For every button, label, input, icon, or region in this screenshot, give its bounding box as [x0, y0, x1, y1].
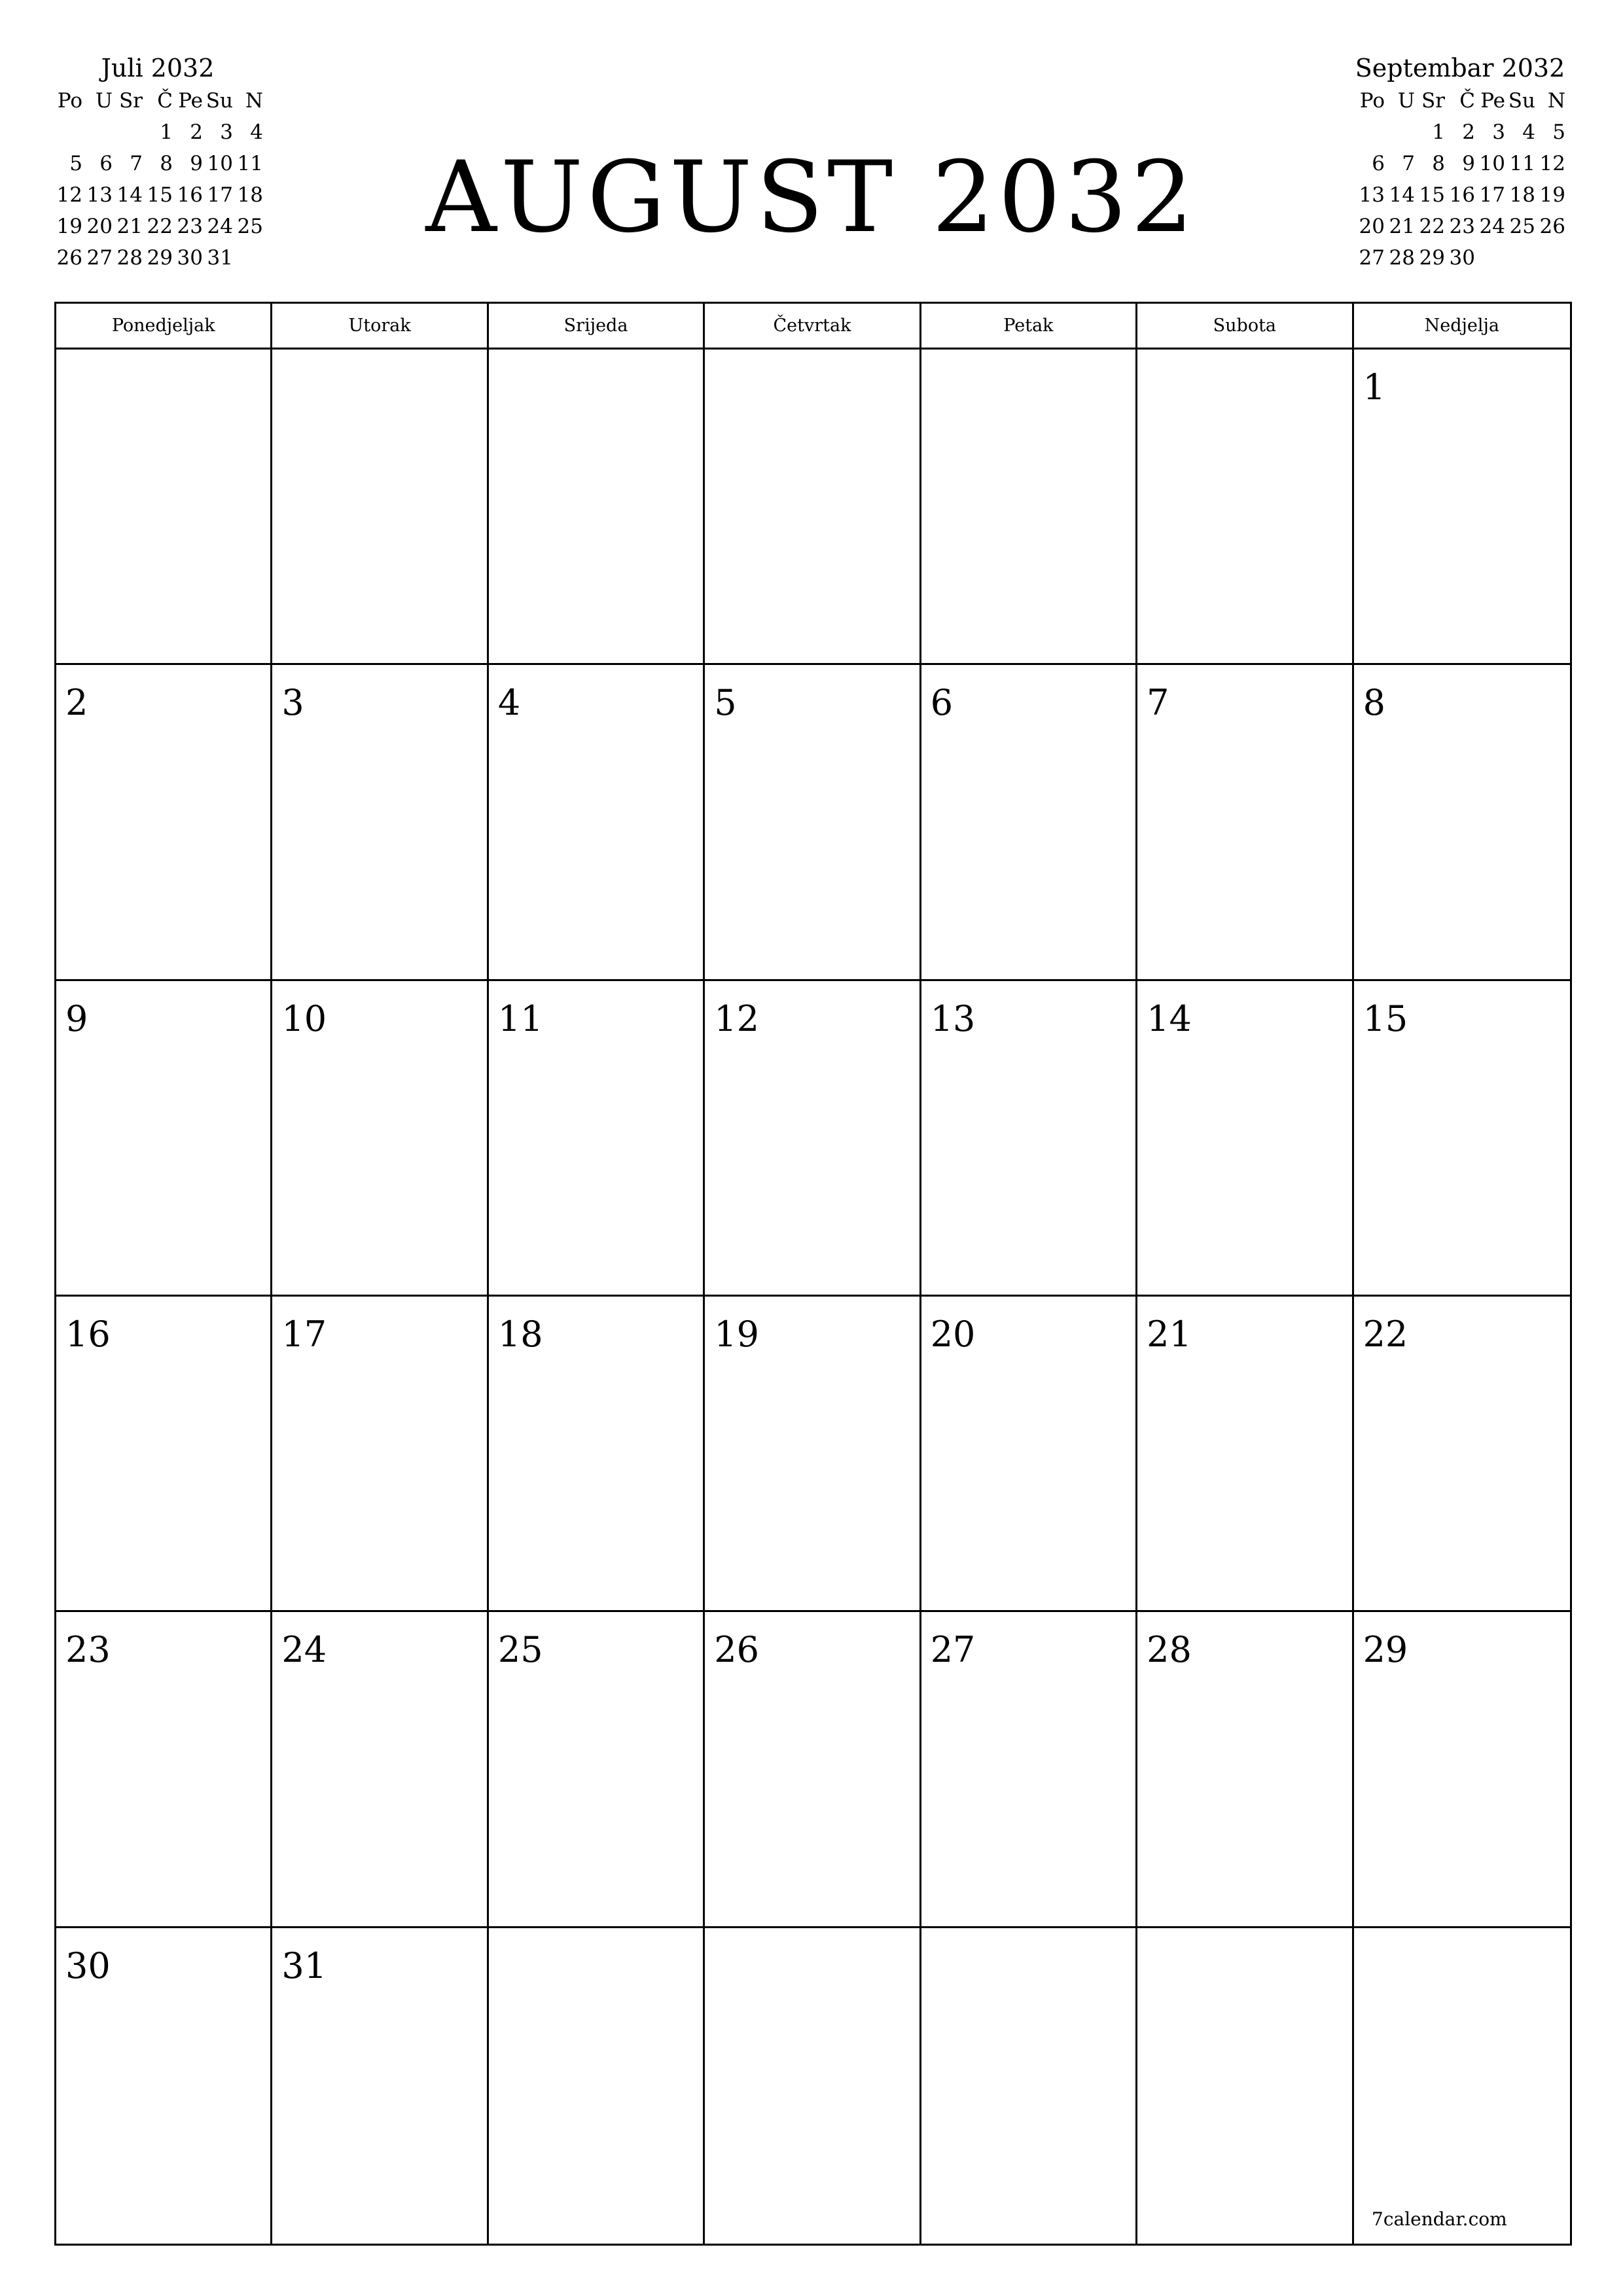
day-cell[interactable] — [56, 1928, 272, 2244]
mini-day: 18 — [237, 183, 263, 207]
day-number: 1 — [1363, 367, 1385, 408]
mini-day: 8 — [160, 152, 173, 175]
day-cell[interactable] — [1354, 665, 1570, 980]
weekday-header: Petak — [921, 304, 1137, 348]
day-number: 26 — [714, 1629, 759, 1671]
day-number: 15 — [1363, 997, 1408, 1039]
mini-day: 5 — [69, 152, 82, 175]
day-cell[interactable] — [272, 981, 488, 1297]
mini-weekday: N — [1547, 89, 1565, 113]
day-number: 25 — [497, 1629, 543, 1671]
day-cell[interactable] — [489, 981, 705, 1297]
mini-day: 6 — [1372, 152, 1385, 175]
mini-day: 4 — [1522, 120, 1535, 144]
day-cell[interactable] — [1137, 1612, 1353, 1928]
mini-weekday: Po — [57, 89, 82, 113]
day-cell[interactable] — [921, 981, 1137, 1297]
day-cell[interactable] — [705, 1928, 921, 2244]
day-cell[interactable] — [705, 1297, 921, 1612]
day-cell[interactable] — [272, 665, 488, 980]
mini-day: 16 — [1449, 183, 1475, 207]
mini-day: 13 — [86, 183, 113, 207]
mini-day — [233, 242, 263, 274]
day-cell[interactable] — [56, 1297, 272, 1612]
mini-day: 7 — [1402, 152, 1415, 175]
mini-day: 10 — [207, 152, 233, 175]
day-cell[interactable] — [272, 350, 488, 665]
day-cell[interactable] — [1354, 1297, 1570, 1612]
day-cell[interactable] — [56, 665, 272, 980]
mini-day — [82, 117, 113, 148]
mini-day: 21 — [1389, 215, 1415, 238]
mini-day — [113, 117, 143, 148]
day-number: 14 — [1147, 997, 1192, 1039]
mini-day: 15 — [147, 183, 173, 207]
mini-day: 19 — [56, 215, 82, 238]
mini-weekday: Pe — [178, 89, 203, 113]
day-number: 11 — [497, 997, 543, 1039]
mini-day: 5 — [1552, 120, 1565, 144]
day-number: 8 — [1363, 682, 1385, 724]
weekday-header: Četvrtak — [705, 304, 921, 348]
day-cell[interactable] — [1137, 1928, 1353, 2244]
mini-day: 12 — [1539, 152, 1565, 175]
next-month-calendar — [1355, 51, 1565, 274]
day-cell[interactable] — [56, 1612, 272, 1928]
weeks — [56, 350, 1570, 2244]
prev-month-calendar — [52, 51, 263, 274]
day-number: 19 — [714, 1314, 759, 1355]
day-number: 3 — [281, 682, 304, 724]
mini-day: 16 — [177, 183, 203, 207]
day-number: 10 — [281, 997, 327, 1039]
mini-weekday: Su — [1508, 89, 1535, 113]
day-number: 28 — [1147, 1629, 1192, 1671]
day-cell[interactable] — [705, 350, 921, 665]
mini-day: 7 — [130, 152, 143, 175]
next-month-title: Septembar 2032 — [1355, 54, 1565, 82]
day-number: 27 — [930, 1629, 976, 1671]
day-cell[interactable] — [921, 665, 1137, 980]
mini-day: 21 — [116, 215, 143, 238]
next-month-grid — [1355, 85, 1565, 274]
day-cell[interactable] — [1137, 350, 1353, 665]
day-cell[interactable] — [1354, 1612, 1570, 1928]
mini-day: 27 — [1359, 246, 1385, 270]
day-cell[interactable] — [1137, 665, 1353, 980]
mini-weekday: U — [1397, 89, 1415, 113]
mini-day: 14 — [116, 183, 143, 207]
day-cell[interactable] — [1354, 350, 1570, 665]
day-number: 17 — [281, 1314, 327, 1355]
day-number: 30 — [65, 1945, 111, 1986]
mini-day: 2 — [1462, 120, 1475, 144]
day-cell[interactable] — [56, 981, 272, 1297]
mini-day: 2 — [190, 120, 203, 144]
mini-day: 24 — [207, 215, 233, 238]
mini-day: 1 — [160, 120, 173, 144]
mini-weekday: U — [95, 89, 113, 113]
mini-day — [1355, 117, 1385, 148]
mini-day — [52, 117, 82, 148]
mini-day: 25 — [1509, 215, 1535, 238]
mini-day: 18 — [1509, 183, 1535, 207]
mini-day: 3 — [1492, 120, 1505, 144]
weekday-header-row — [56, 304, 1570, 350]
mini-day: 10 — [1479, 152, 1505, 175]
day-cell[interactable] — [489, 350, 705, 665]
mini-day: 20 — [86, 215, 113, 238]
mini-day: 11 — [1509, 152, 1535, 175]
mini-day: 6 — [99, 152, 113, 175]
day-number: 4 — [497, 682, 521, 724]
day-number: 18 — [497, 1314, 543, 1355]
day-cell[interactable] — [705, 1612, 921, 1928]
day-cell[interactable] — [1137, 981, 1353, 1297]
mini-day: 9 — [1462, 152, 1475, 175]
day-cell[interactable] — [272, 1612, 488, 1928]
mini-day: 31 — [207, 246, 233, 270]
mini-day: 29 — [147, 246, 173, 270]
mini-day: 13 — [1359, 183, 1385, 207]
day-cell[interactable] — [489, 1612, 705, 1928]
mini-day: 11 — [237, 152, 263, 175]
weekday-header: Utorak — [272, 304, 488, 348]
mini-day: 15 — [1419, 183, 1445, 207]
day-number: 16 — [65, 1314, 111, 1355]
mini-weekday: Č — [1459, 89, 1475, 113]
day-number: 23 — [65, 1629, 111, 1671]
mini-day: 4 — [250, 120, 263, 144]
day-cell[interactable] — [272, 1297, 488, 1612]
mini-weekday: Po — [1359, 89, 1385, 113]
day-cell[interactable] — [921, 1297, 1137, 1612]
mini-weekday: Sr — [118, 89, 143, 113]
mini-day: 30 — [177, 246, 203, 270]
day-number: 2 — [65, 682, 88, 724]
mini-day — [1385, 117, 1415, 148]
page-title: AUGUST 2032 — [425, 141, 1198, 255]
mini-day: 23 — [1449, 215, 1475, 238]
mini-day: 26 — [56, 246, 82, 270]
mini-day: 25 — [237, 215, 263, 238]
mini-day: 24 — [1479, 215, 1505, 238]
mini-day: 19 — [1539, 183, 1565, 207]
day-cell[interactable] — [921, 1928, 1137, 2244]
mini-day: 9 — [190, 152, 203, 175]
weekday-header: Nedjelja — [1424, 315, 1499, 336]
day-cell[interactable] — [1137, 1297, 1353, 1612]
mini-day: 27 — [86, 246, 113, 270]
mini-day — [1535, 242, 1565, 274]
mini-day: 28 — [116, 246, 143, 270]
mini-day: 17 — [1479, 183, 1505, 207]
day-number: 7 — [1147, 682, 1169, 724]
mini-day: 28 — [1389, 246, 1415, 270]
mini-day — [1475, 242, 1505, 274]
weekday-header: Srijeda — [489, 304, 705, 348]
day-cell[interactable] — [705, 665, 921, 980]
day-cell[interactable] — [1354, 981, 1570, 1297]
mini-weekday: Sr — [1421, 89, 1445, 113]
mini-day: 29 — [1419, 246, 1445, 270]
day-cell[interactable] — [489, 1928, 705, 2244]
mini-day: 14 — [1389, 183, 1415, 207]
day-number: 29 — [1363, 1629, 1408, 1671]
day-number: 9 — [65, 997, 88, 1039]
mini-day: 1 — [1432, 120, 1445, 144]
mini-day: 12 — [56, 183, 82, 207]
mini-weekday: Su — [205, 89, 233, 113]
day-cell[interactable] — [1354, 1928, 1570, 2244]
day-number: 31 — [281, 1945, 327, 1986]
day-cell[interactable] — [489, 1297, 705, 1612]
mini-day: 30 — [1449, 246, 1475, 270]
day-cell[interactable] — [489, 665, 705, 980]
mini-day: 26 — [1539, 215, 1565, 238]
mini-day: 17 — [207, 183, 233, 207]
mini-weekday: Č — [157, 89, 173, 113]
weekday-header: Subota — [1137, 304, 1353, 348]
prev-month-grid — [52, 85, 263, 274]
prev-month-title: Juli 2032 — [101, 54, 215, 82]
month-grid — [54, 302, 1572, 2246]
day-number: 6 — [930, 682, 954, 724]
weekday-header: Ponedjeljak — [56, 304, 272, 348]
mini-day: 3 — [220, 120, 233, 144]
day-cell[interactable] — [921, 350, 1137, 665]
day-number: 21 — [1147, 1314, 1192, 1355]
mini-day — [1505, 242, 1535, 274]
day-number: 22 — [1363, 1314, 1408, 1355]
day-number: 12 — [714, 997, 759, 1039]
day-cell[interactable] — [56, 350, 272, 665]
mini-day: 8 — [1432, 152, 1445, 175]
mini-day: 22 — [1419, 215, 1445, 238]
footer-credit: 7calendar.com — [1372, 2208, 1507, 2230]
day-cell[interactable] — [705, 981, 921, 1297]
day-number: 13 — [930, 997, 976, 1039]
day-number: 20 — [930, 1314, 976, 1355]
day-number: 5 — [714, 682, 737, 724]
mini-day: 22 — [147, 215, 173, 238]
mini-day: 23 — [177, 215, 203, 238]
mini-day: 20 — [1359, 215, 1385, 238]
day-cell[interactable] — [272, 1928, 488, 2244]
mini-weekday: Pe — [1480, 89, 1505, 113]
mini-weekday: N — [245, 89, 263, 113]
day-cell[interactable] — [921, 1612, 1137, 1928]
day-number: 24 — [281, 1629, 327, 1671]
